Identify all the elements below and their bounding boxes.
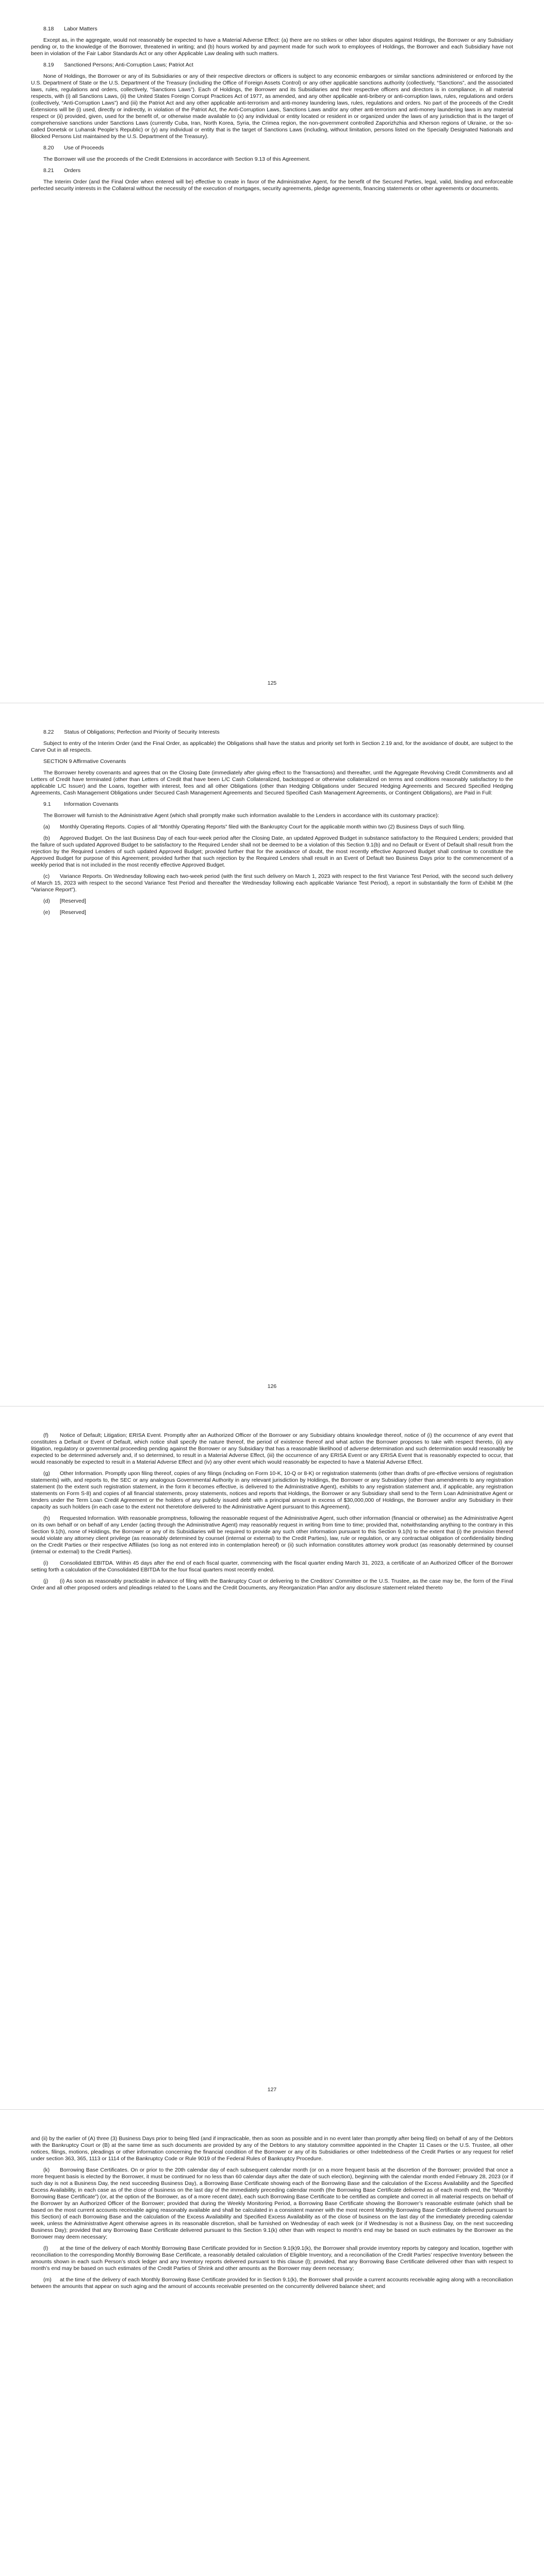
paragraph: and (ii) by the earlier of (A) three (3) Business Days prior to being filed (and if impracticable, then as soon as possible and in no event later than promptly after being filed) on behalf of any of the Debtors with the Bankruptcy Court or (B) at the same time as such documents are provided by any of the Debtors to any statutory committee appointed in the Chapter 11 Cases or the U.S. Trustee, all other notices, filings, motions, pleadings or other information concerning the financial condition of the Borrower or any of its Subsidiaries or other Indebtedness of the Credit Parties or any request for relief under section 363, 365, 1113 or 1114 of the Bankruptcy Code or Rule 9019 of the Federal Rules of Bankruptcy Procedure. bbox=[31, 2136, 513, 2162]
clause-label: (b) bbox=[43, 835, 50, 841]
page bbox=[0, 0, 544, 703]
clause-text: Monthly Operating Reports. Copies of all “Monthly Operating Reports” filed with the Bankruptcy Court for the applicable month within two (2) Business Days of such filing. bbox=[60, 824, 466, 830]
page-body bbox=[31, 1432, 513, 1596]
section-heading: 9.1 Information Covenants bbox=[43, 801, 119, 807]
clause-text: at the time of the delivery of each Monthly Borrowing Base Certificate provided for in Section 9.1(k)9.1(k), the Borrower shall provide inventory reports by category and location, together with reconciliation to the corresponding Monthly Borrowing Base Certificate, a reasonably detailed calculation of Eligible Inventory, and a reconciliation of the Credit Parties’ respective Inventory between the amounts shown in each such Person’s stock ledger and any Inventory reports delivered pursuant to this clause (l); provided, that any Borrowing Base Certificate delivered other than with respect to month’s end may be based on such estimates of the Credit Parties of Shrink and other amounts as the Borrower may deem necessary; bbox=[31, 2245, 513, 2272]
clause bbox=[31, 909, 513, 916]
clause bbox=[31, 1432, 513, 1466]
paragraph: The Interim Order (and the Final Order when entered will be) effective to create in favor of the Administrative Agent, for the benefit of the Secured Parties, legal, valid, binding and enforceable perfected security interests in the Collateral without the necessity of the execution of mortgages, security agreements, pledge agreements, financing statements or other agreements or documents. bbox=[31, 179, 513, 192]
clause-label: (h) bbox=[43, 1515, 50, 1521]
section-heading: 8.19 Sanctioned Persons; Anti-Corruption Laws; Patriot Act bbox=[43, 62, 193, 68]
clause-text: (i) As soon as reasonably practicable in advance of filing with the Bankruptcy Court or delivering to the Creditors’ Committee or the U.S. Trustee, as the case may be, the form of the Final Order and all other proposed orders and pleadings related to the Loans and the Credit Documents, any Reorganization Plan and/or any disclosure statement related thereto bbox=[31, 1578, 513, 1591]
clause-text: [Reserved] bbox=[60, 909, 86, 916]
paragraph: None of Holdings, the Borrower or any of its Subsidiaries or any of their respective directors or officers is subject to any economic embargoes or similar sanctions administered or enforced by the U.S. Department of State or the U.S. Department of the Treasury (including the Office of Foreign Assets Control) or any other applicable sanctions authority (collectively, “Sanctions”, and the associated laws, rules, regulations and orders, collectively, “Sanctions Laws”). Each of Holdings, the Borrower and its Subsidiaries and their respective officers and directors is in compliance, in all material respects, with (i) all Sanctions Laws, (ii) the United States Foreign Corrupt Practices Act of 1977, as amended, and any other applicable anti-bribery or anti-corruption laws, rules, regulations and orders (collectively, “Anti-Corruption Laws”) and (iii) the Patriot Act and any other applicable anti-terrorism and anti-money laundering laws, rules, regulations and orders. No part of the proceeds of the Credit Extensions will be (i) used, directly or indirectly, in violation of the Patriot Act, the Anti-Corruption Laws, Sanctions Laws and/or any other anti-terrorism and anti-money laundering laws in any material respect or (ii) provided, given, used for the benefit of, or otherwise made available to (x) any individual or entity located or resident in or organized under the laws of any jurisdiction that is the target of comprehensive sanctions under Sanctions Laws (currently Cuba, Iran, North Korea, Syria, the Crimea region, the non-government controlled Zaporizhzhia and Kherson regions of Ukraine, or the so-called Donetsk or Luhansk People’s Republic) or (y) any individual or entity that is the target of Sanctions Laws (including, without limitation, persons listed on the Specially Designated Nationals and Blocked Persons List maintained by the U.S. Department of the Treasury). bbox=[31, 73, 513, 140]
clause-label: (m) bbox=[43, 2277, 52, 2283]
page bbox=[0, 703, 544, 1406]
clause-label: (c) bbox=[43, 873, 50, 879]
clause bbox=[31, 1560, 513, 1573]
clause bbox=[31, 2245, 513, 2272]
page-body bbox=[31, 26, 513, 197]
clause bbox=[31, 1515, 513, 1555]
page-number: 125 bbox=[267, 680, 277, 686]
clause-label: (j) bbox=[43, 1578, 48, 1584]
paragraph: The Borrower will furnish to the Administrative Agent (which shall promptly make such information available to the Lenders in accordance with its customary practice): bbox=[43, 812, 439, 819]
paragraph: The Borrower hereby covenants and agrees that on the Closing Date (immediately after giving effect to the Transactions) and thereafter, until the Aggregate Revolving Credit Commitments and all Letters of Credit have terminated (other than Letters of Credit that have been L/C Cash Collateralized, backstopped or otherwise collateralized on terms and conditions reasonably satisfactory to the applicable L/C Issuer) and the Loans, together with interest, fees and all other Obligations (other than Hedging Obligations under Secured Hedging Agreements and Secured Specified Hedging Agreements, Cash Management Obligations under Secured Cash Management Agreements and Secured Specified Cash Management Agreements, or Contingent Obligations), are Paid in Full: bbox=[31, 770, 513, 796]
clause-label: (k) bbox=[43, 2167, 50, 2173]
section-heading: 8.20 Use of Proceeds bbox=[43, 145, 104, 151]
clause-text: Other Information. Promptly upon filing thereof, copies of any filings (including on Form 10-K, 10-Q or 8-K) or registration statements (other than drafts of pre-effective versions of registration statements) with, and reports to, the SEC or any analogous Governmental Authority in any relevant jurisdiction by Holdings, the Borrower or any Subsidiary (other than amendments to any registration statement (to the extent such registration statement, in the form it becomes effective, is delivered to the Administrative Agent), exhibits to any registration statement and, if applicable, any registration statements on Form S-8) and copies of all financial statements, proxy statements, notices and reports that Holdings, the Borrower or any Subsidiary shall send to the Term Loan Administrative Agent or lenders under the Term Loan Credit Agreement or the holders of any publicly issued debt with a principal amount in excess of $30,000,000 of Holdings, the Borrower and/or any Subsidiary in their capacity as such holders (in each case to the extent not theretofore delivered to the Administrative Agent pursuant to this Agreement). bbox=[31, 1470, 513, 1510]
section-heading: 8.18 Labor Matters bbox=[43, 26, 97, 32]
clause-text: Approved Budget. On the last Business Day of each four-week period after the Closing Date, an updated Approved Budget in substance satisfactory to the Required Lenders; provided that the failure of such updated Approved Budget to be satisfactory to the Required Lender shall not be deemed to be a violation of this Section 9.1(b) and no Default or Event of Default shall result from the rejection by the Required Lenders of such updated Approved Budget; provided further that for the avoidance of doubt, the most recently effective Approved Budget shall continue to constitute the Approved Budget for purpose of this Agreement; provided further that such rejection by the Required Lenders shall result in an Event of Default two Business Days prior to the commencement of a weekly period that is not included in the most recently effective Approved Budget. bbox=[31, 835, 513, 868]
clause-label: (l) bbox=[43, 2245, 48, 2251]
clause bbox=[31, 2277, 513, 2290]
clause bbox=[31, 2167, 513, 2241]
clause-text: Requested Information. With reasonable promptness, following the reasonable request of the Administrative Agent, such other information (financial or otherwise) as the Administrative Agent on its own behalf or on behalf of any Lender (acting through the Administrative Agent) may reasonably request in writing from time to time; provided that, notwithstanding anything to the contrary in this Section 9.1(h), none of Holdings, the Borrower or any of its Subsidiaries will be required to provide any such other information pursuant to this Section 9.1(h) to the extent that (i) the provision thereof would violate any attorney client privilege (as reasonably determined by counsel (internal or external) to the Credit Parties), law, rule or regulation, or any contractual obligation of confidentiality binding on the Credit Parties or their respective Affiliates (so long as not entered into in contemplation hereof) or (ii) such information constitutes attorney work product (as reasonably determined by counsel (internal or external) to the Credit Parties). bbox=[31, 1515, 513, 1555]
clause-text: Variance Reports. On Wednesday following each two-week period (with the first such delivery on March 1, 2023 with respect to the first Variance Test Period, with the second such delivery of March 15, 2023 with respect to the second Variance Test Period and thereafter the Wednesday following each applicable Variance Test Period), a report in substantially the form of Exhibit M (the “Variance Report”). bbox=[31, 873, 513, 893]
clause bbox=[31, 835, 513, 869]
clause-label: (a) bbox=[43, 824, 50, 830]
clause-label: (e) bbox=[43, 909, 50, 916]
clause-text: Notice of Default; Litigation; ERISA Event. Promptly after an Authorized Officer of the Borrower or any Subsidiary obtains knowledge thereof, notice of (i) the occurrence of any event that constitutes a Default or Event of Default, which notice shall specify the nature thereof, the period of existence thereof and what action the Borrower proposes to take with respect thereto, (ii) any litigation, regulatory or governmental proceeding pending against the Borrower or any Subsidiary that has a reasonable likelihood of adverse determination and such determination would reasonably be expected to be determined adversely and, if so determined, to result in a Material Adverse Effect, (iii) the occurrence of any ERISA Event or any ERISA Event that is reasonably expected to occur, that would reasonably be expected to result in a Material Adverse Effect and (iv) any other event which would reasonably be expected to have a Material Adverse Effect. bbox=[31, 1432, 513, 1465]
clause bbox=[31, 1578, 513, 1591]
clause bbox=[31, 1470, 513, 1511]
page bbox=[0, 2110, 544, 2576]
article-heading: SECTION 9 Affirmative Covenants bbox=[43, 758, 126, 765]
page-body bbox=[31, 2136, 513, 2295]
clause-label: (f) bbox=[43, 1432, 48, 1438]
page bbox=[0, 1406, 544, 2110]
page-number: 126 bbox=[267, 1383, 277, 1389]
clause bbox=[31, 898, 513, 905]
paragraph: The Borrower will use the proceeds of the Credit Extensions in accordance with Section 9.13 of this Agreement. bbox=[43, 156, 310, 162]
clause bbox=[31, 824, 513, 831]
clause-label: (d) bbox=[43, 898, 50, 904]
page-body bbox=[31, 729, 513, 921]
page-number: 127 bbox=[267, 2087, 277, 2093]
section-heading: 8.21 Orders bbox=[43, 167, 81, 174]
clause-text: Borrowing Base Certificates. On or prior to the 20th calendar day of each subsequent calendar month (or on a more frequent basis at the discretion of the Borrower; provided that once a more frequent basis is elected by the Borrower, it must be continued for no less than 60 calendar days after the date of such election), beginning with the calendar month ended February 28, 2023 (or if such day is not a Business Day, the next succeeding Business Day), a Borrowing Base Certificate showing each of the Borrowing Base and the calculation of the Excess Availability and the Specified Excess Availability, in each case as of the close of business on the last day of the immediately preceding calendar month (the Borrowing Base Certificate delivered as of each month end, the “Monthly Borrowing Base Certificate”) (or, at the option of the Borrower, as of a more recent date), each such Borrowing Base Certificate to be certified as complete and correct in all material respects on behalf of the Borrower by an Authorized Officer of the Borrower; provided that during the Weekly Monitoring Period, a Borrowing Base Certificate showing the Borrower’s reasonable estimate (which shall be based on the most current accounts receivable aging reasonably available and shall be calculated in a consistent manner with the most recent Monthly Borrowing Base Certificate delivered pursuant to this Section) of each Borrowing Base and the calculation of the Excess Availability and Specified Excess Availability as of the close of business on the last day of the immediately preceding calendar week, unless the Administrative Agent otherwise agrees in its reasonable discretion, shall be furnished on Wednesday of each week (or if Wednesday is not a Business Day, on the next succeeding Business Day); provided that any Borrowing Base Certificate delivered pursuant to this Section 9.1(k) other than with respect to month’s end may be based on such estimates by the Borrower as the Borrower may deem necessary; bbox=[31, 2167, 513, 2240]
paragraph: Except as, in the aggregate, would not reasonably be expected to have a Material Adverse Effect: (a) there are no strikes or other labor disputes against Holdings, the Borrower or any Subsidiary pending or, to the knowledge of the Borrower, threatened in writing; and (b) hours worked by and payment made for such work to employees of Holdings, the Borrower and each Subsidiary have not been in violation of the Fair Labor Standards Act or any other Applicable Law dealing with such matters. bbox=[31, 37, 513, 57]
clause-label: (g) bbox=[43, 1470, 50, 1477]
clause-label: (i) bbox=[43, 1560, 48, 1566]
paragraph: Subject to entry of the Interim Order (and the Final Order, as applicable) the Obligations shall have the status and priority set forth in Section 2.19 and, for the avoidance of doubt, are subject to the Carve Out in all respects. bbox=[31, 740, 513, 753]
clause bbox=[31, 873, 513, 893]
section-heading: 8.22 Status of Obligations; Perfection and Priority of Security Interests bbox=[43, 729, 220, 735]
clause-text: [Reserved] bbox=[60, 898, 86, 904]
clause-text: at the time of the delivery of each Monthly Borrowing Base Certificate provided for in Section 9.1(k), the Borrower shall provide a current accounts receivable aging along with a reconciliation between the amounts that appear on such aging and the amount of accounts receivable presented on the concurrently delivered balance sheet; and bbox=[31, 2277, 513, 2290]
clause-text: Consolidated EBITDA. Within 45 days after the end of each fiscal quarter, commencing with the fiscal quarter ending March 31, 2023, a certificate of an Authorized Officer of the Borrower setting forth a calculation of the Consolidated EBITDA for the four fiscal quarters most recently ended. bbox=[31, 1560, 513, 1573]
